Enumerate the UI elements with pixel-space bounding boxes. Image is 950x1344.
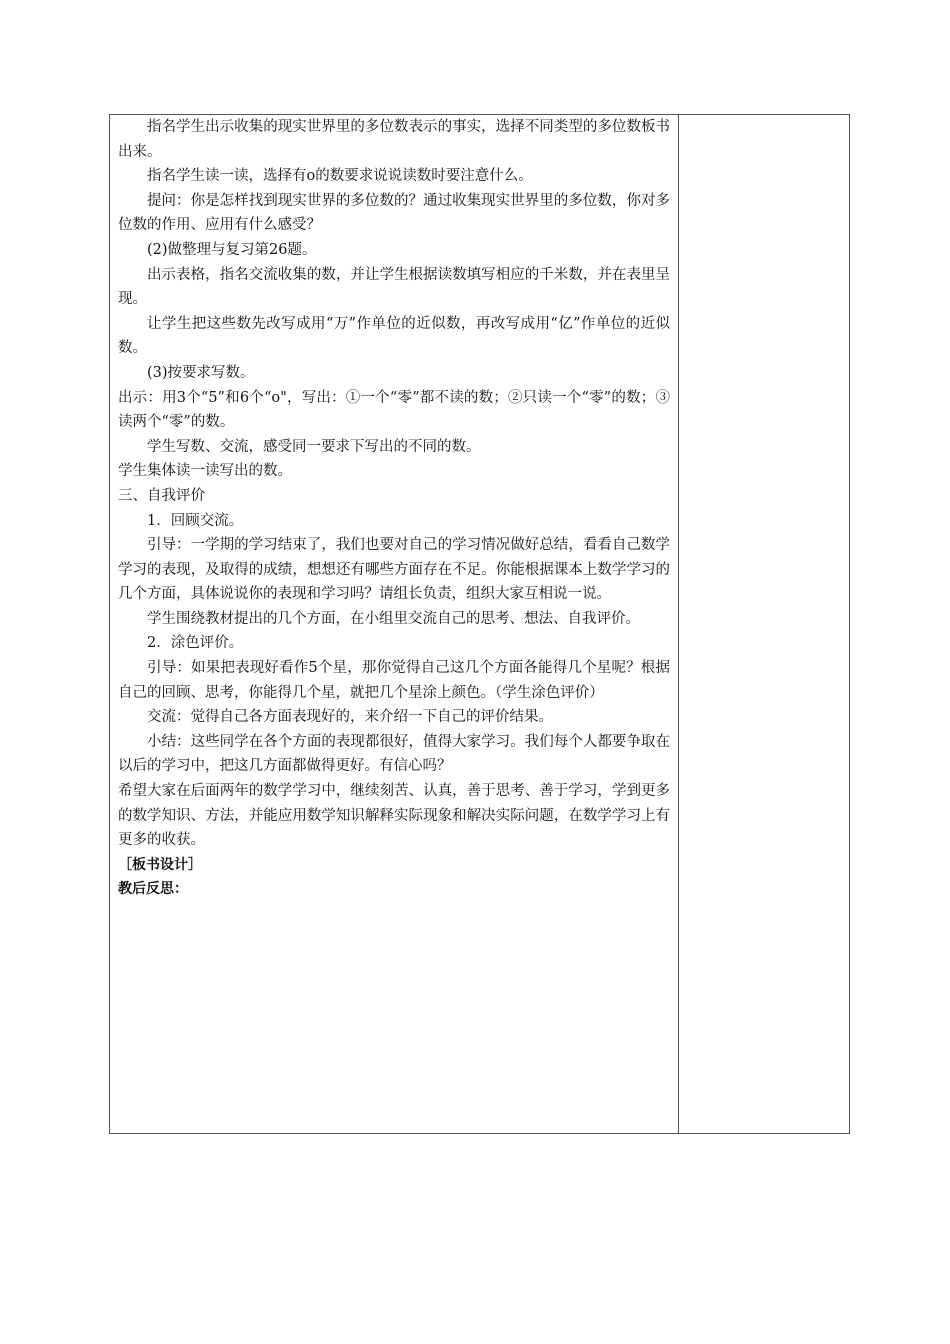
paragraph: (2)做整理与复习第26题。	[147, 241, 317, 258]
paragraph: (3)按要求写数。	[147, 364, 255, 381]
paragraph: 让学生把这些数先改写成用“万”作单位的近似数，再改写成用“亿”作单位的近似数。	[118, 315, 670, 357]
reflection-heading: 教后反思：	[118, 881, 188, 898]
paragraph: 1．回顾交流。	[147, 512, 244, 529]
notes-cell	[679, 115, 849, 1133]
lesson-content-cell	[110, 115, 679, 1133]
section-heading: 三、自我评价	[118, 487, 205, 504]
paragraph: 学生写数、交流，感受同一要求下写出的不同的数。	[147, 438, 481, 455]
lesson-table	[109, 114, 850, 1134]
paragraph: 引导：如果把表现好看作5个星，那你觉得自己这几个方面各能得几个星呢？根据自己的回顾、思考，你能得几个星，就把几个星涂上颜色。（学生涂色评价）	[118, 660, 670, 701]
paragraph: 学生围绕教材提出的几个方面，在小组里交流自己的思考、想法、自我评价。	[147, 610, 640, 627]
paragraph: 2．涂色评价。	[147, 635, 244, 652]
paragraph: 出示表格，指名交流收集的数，并让学生根据读数填写相应的千米数，并在表里呈现。	[118, 266, 670, 308]
paragraph: 出示：用3个“5”和6个“o"，写出：①一个“零”都不读的数；②只读一个“零”的数；③读两个“零”的数。	[118, 389, 670, 431]
board-design-heading: ［板书设计］	[118, 856, 202, 873]
paragraph: 提问：你是怎样找到现实世界的多位数的？通过收集现实世界里的多位数，你对多位数的作用、应用有什么感受？	[118, 192, 670, 234]
paragraph-list	[118, 115, 670, 853]
paragraph: 引导：一学期的学习结束了，我们也要对自己的学习情况做好总结，看看自己数学学习的表现，及取得的成绩，想想还有哪些方面存在不足。你能根据课本上数学学习的几个方面，具体说说你的表现和学习吗？请组长负责，组织大家互相说一说。	[118, 537, 670, 603]
paragraph: 指名学生出示收集的现实世界里的多位数表示的事实，选择不同类型的多位数板书出来。	[118, 119, 670, 160]
paragraph: 希望大家在后面两年的数学学习中，继续刻苦、认真，善于思考、善于学习，学到更多的数学知识、方法，并能应用数学知识解释实际现象和解决实际问题，在数学学习上有更多的收获。	[118, 783, 670, 849]
paragraph: 小结：这些同学在各个方面的表现都很好，值得大家学习。我们每个人都要争取在以后的学习中，把这几方面都做得更好。有信心吗？	[118, 733, 670, 775]
paragraph: 指名学生读一读，选择有o的数要求说说读数时要注意什么。	[147, 168, 533, 185]
paragraph: 学生集体读一读写出的数。	[118, 463, 292, 480]
lesson-text	[110, 115, 678, 902]
paragraph: 交流：觉得自己各方面表现好的，来介绍一下自己的评价结果。	[147, 709, 553, 726]
